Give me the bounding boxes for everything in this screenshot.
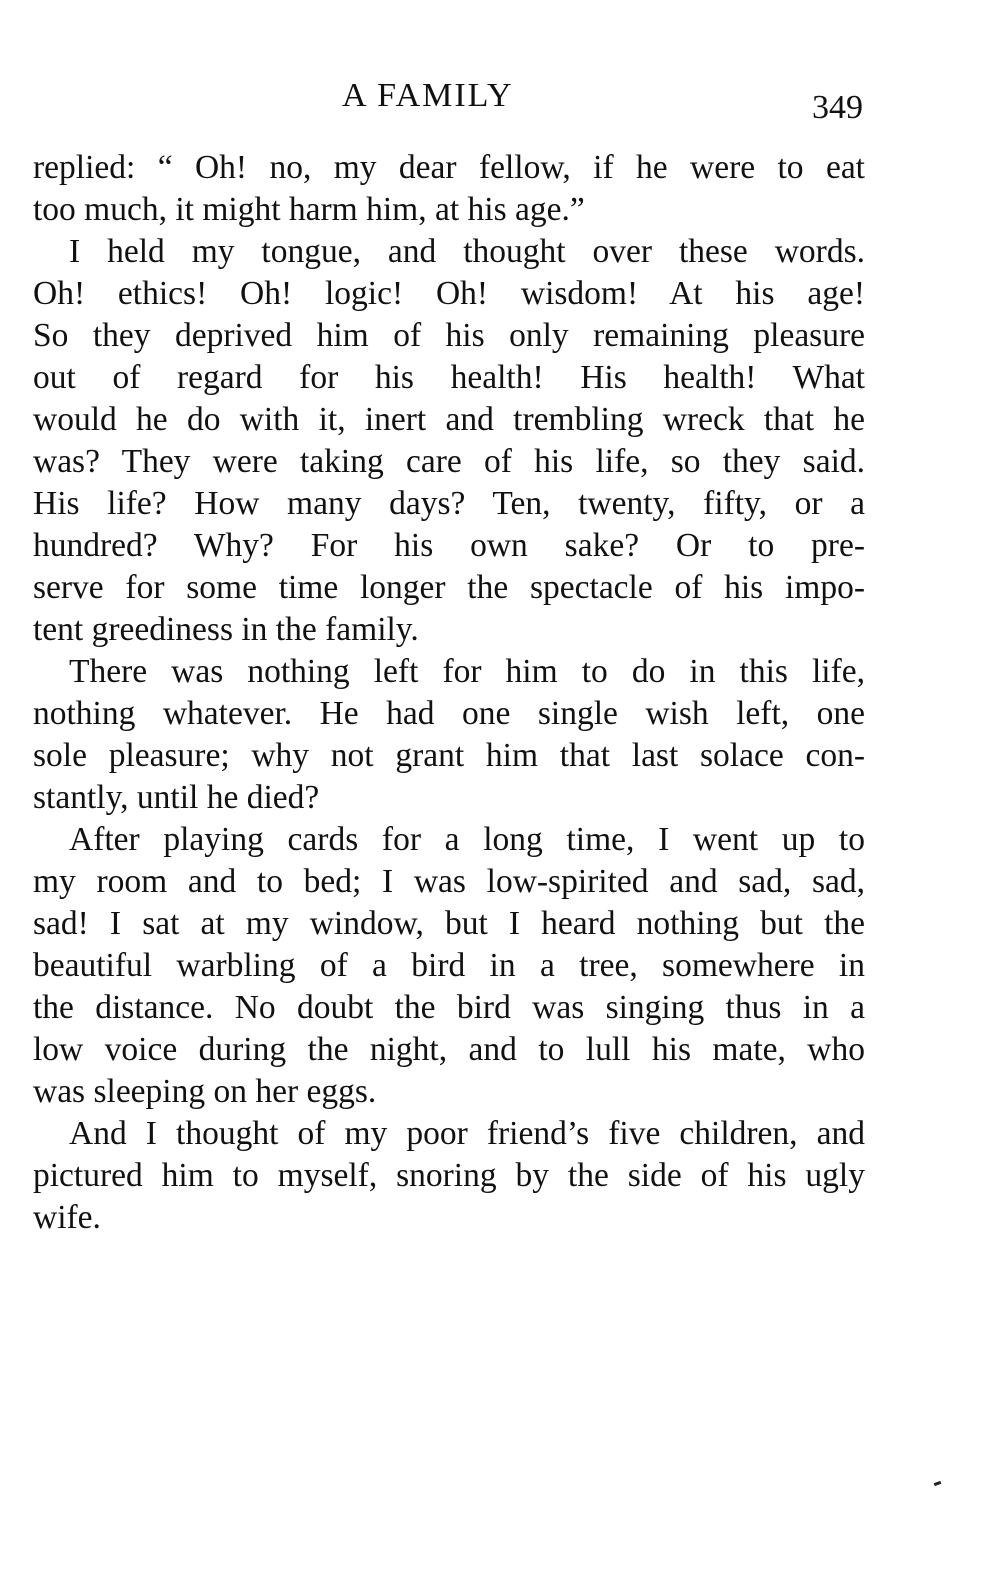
- text-line: Oh! ethics! Oh! logic! Oh! wisdom! At his age!: [33, 275, 865, 312]
- paragraph: [33, 651, 865, 819]
- running-title: A FAMILY: [342, 77, 514, 114]
- text-line: His life? How many days? Ten, twenty, fifty, or a: [33, 485, 865, 522]
- text-line: hundred? Why? For his own sake? Or to pre-: [33, 527, 865, 564]
- text-line: my room and to bed; I was low-spirited and sad, sad,: [33, 863, 865, 900]
- paragraph: [33, 231, 865, 651]
- text-line: the distance. No doubt the bird was singing thus in a: [33, 989, 865, 1026]
- text-line: too much, it might harm him, at his age.”: [33, 191, 585, 228]
- text-line: replied: “ Oh! no, my dear fellow, if he were to eat: [33, 149, 865, 186]
- text-line: nothing whatever. He had one single wish left, one: [33, 695, 865, 732]
- text-line: sad! I sat at my window, but I heard nothing but the: [33, 905, 865, 942]
- text-line: pictured him to myself, snoring by the side of his ugly: [33, 1157, 865, 1194]
- paragraph: [33, 1113, 865, 1239]
- text-line: beautiful warbling of a bird in a tree, somewhere in: [33, 947, 865, 984]
- text-line: was? They were taking care of his life, so they said.: [33, 443, 865, 480]
- text-line: So they deprived him of his only remaining pleasure: [33, 317, 865, 354]
- text-line: serve for some time longer the spectacle of his impo-: [33, 569, 865, 606]
- page-number: 349: [812, 89, 863, 126]
- text-line: out of regard for his health! His health! What: [33, 359, 865, 396]
- text-line: low voice during the night, and to lull his mate, who: [33, 1031, 865, 1068]
- paragraph: [33, 819, 865, 1113]
- body-text: [33, 147, 865, 1239]
- ink-speck: [934, 1481, 942, 1486]
- text-line: And I thought of my poor friend’s five children, and: [69, 1115, 865, 1152]
- paragraph: [33, 147, 865, 231]
- text-line: was sleeping on her eggs.: [33, 1073, 377, 1110]
- text-line: tent greediness in the family.: [33, 611, 419, 648]
- text-line: would he do with it, inert and trembling wreck that he: [33, 401, 865, 438]
- text-line: There was nothing left for him to do in this life,: [69, 653, 865, 690]
- text-line: sole pleasure; why not grant him that last solace con-: [33, 737, 865, 774]
- text-line: stantly, until he died?: [33, 779, 320, 816]
- text-line: wife.: [33, 1199, 101, 1236]
- text-line: After playing cards for a long time, I went up to: [69, 821, 865, 858]
- running-head: [0, 74, 1000, 126]
- text-line: I held my tongue, and thought over these words.: [69, 233, 865, 270]
